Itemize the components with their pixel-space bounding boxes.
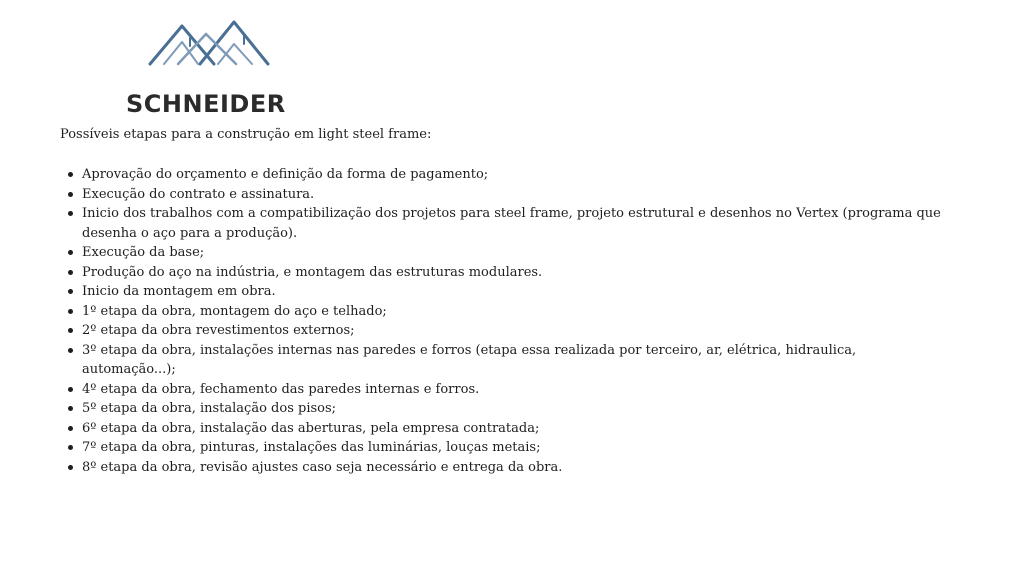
- company-logo: [126, 16, 296, 118]
- intro-text: Possíveis etapas para a construção em light steel frame:: [60, 127, 432, 142]
- house-roof-icon: [144, 16, 274, 76]
- construction-steps-list: [82, 165, 942, 477]
- list-item: Inicio da montagem em obra.: [82, 282, 942, 302]
- list-item: 3º etapa da obra, instalações internas nas paredes e forros (etapa essa realizada por terceiro, ar, elétrica, hidraulica, automação...);: [82, 341, 942, 380]
- list-item: Execução da base;: [82, 243, 942, 263]
- list-item: Inicio dos trabalhos com a compatibilização dos projetos para steel frame, projeto estrutural e desenhos no Vertex (programa que desenha o aço para a produção).: [82, 204, 942, 243]
- list-item: Aprovação do orçamento e definição da forma de pagamento;: [82, 165, 942, 185]
- list-item: 7º etapa da obra, pinturas, instalações das luminárias, louças metais;: [82, 438, 942, 458]
- list-item: 8º etapa da obra, revisão ajustes caso seja necessário e entrega da obra.: [82, 458, 942, 478]
- list-item: 5º etapa da obra, instalação dos pisos;: [82, 399, 942, 419]
- list-item: Produção do aço na indústria, e montagem das estruturas modulares.: [82, 263, 942, 283]
- list-item: 1º etapa da obra, montagem do aço e telhado;: [82, 302, 942, 322]
- logo-wordmark: SCHNEIDER: [126, 90, 286, 118]
- list-item: 6º etapa da obra, instalação das aberturas, pela empresa contratada;: [82, 419, 942, 439]
- list-item: 4º etapa da obra, fechamento das paredes internas e forros.: [82, 380, 942, 400]
- list-item: Execução do contrato e assinatura.: [82, 185, 942, 205]
- list-item: 2º etapa da obra revestimentos externos;: [82, 321, 942, 341]
